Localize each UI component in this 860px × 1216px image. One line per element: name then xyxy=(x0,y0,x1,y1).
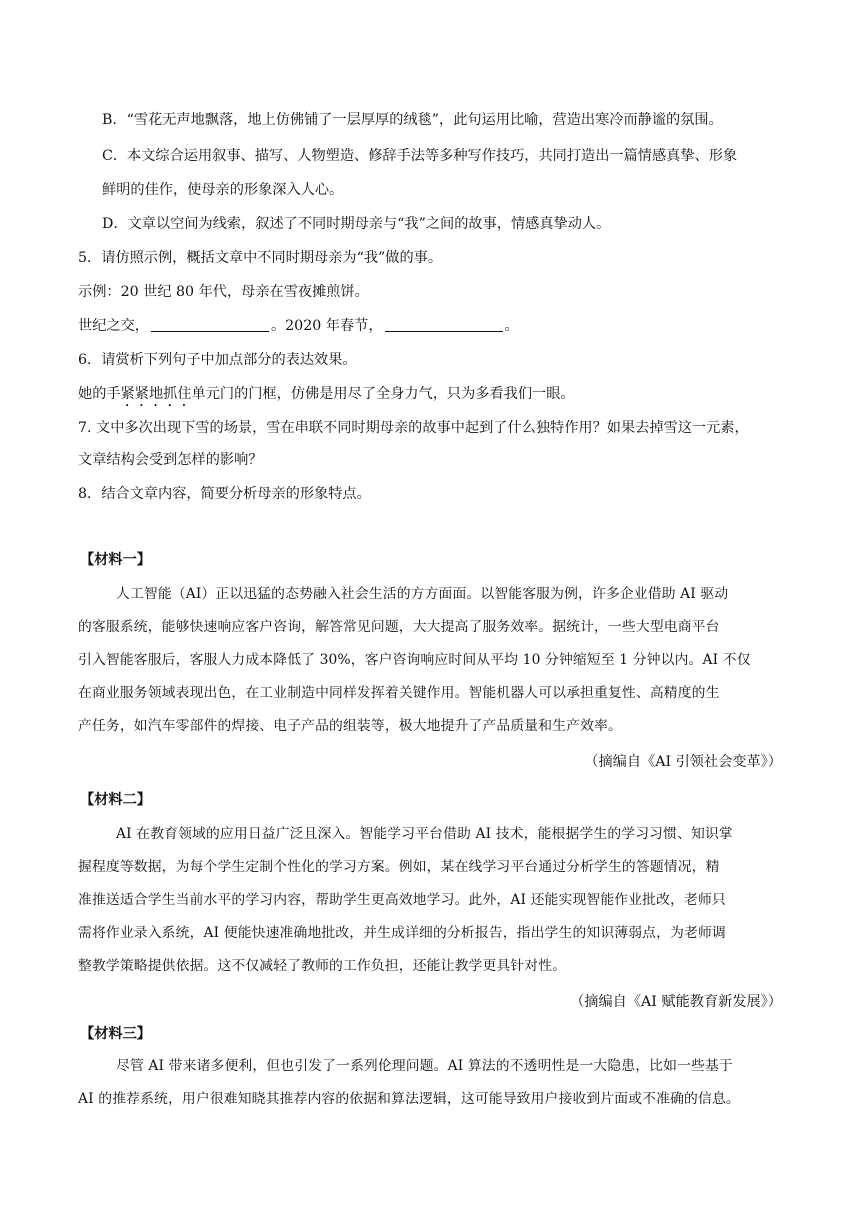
material-2-source: （摘编自《AI 赋能教育新发展》） xyxy=(570,994,782,1010)
answer-blank-1[interactable] xyxy=(151,317,269,332)
material-1-line: 产任务，如汽车零部件的焊接、电子产品的组装等，极大地提升了产品质量和生产效率。 xyxy=(78,718,622,734)
material-1-line: 在商业服务领域表现出色，在工业制造中同样发挥着关键作用。智能机器人可以承担重复性、高精度的生 xyxy=(78,685,720,701)
material-1-line: 引入智能客服后，客服人力成本降低了 30%，客户咨询响应时间从平均 10 分钟缩短至 1 分钟以内。AI 不仅 xyxy=(78,652,751,668)
material-1-title: 【材料一】 xyxy=(80,552,151,568)
material-1-line: 人工智能（AI）正以迅猛的态势融入社会生活的方方面面。以智能客服为例，许多企业借助 AI 驱动 xyxy=(116,586,729,602)
fill-label-b: 。2020 年春节， xyxy=(270,318,383,334)
material-2-title: 【材料二】 xyxy=(80,792,151,808)
sentence-pre: 她的手 xyxy=(78,386,121,402)
material-3-title: 【材料三】 xyxy=(80,1026,151,1042)
option-b: B．“雪花无声地飘落，地上仿佛铺了一层厚厚的绒毯”，此句运用比喻，营造出寒冷而静谧的氛围。 xyxy=(102,112,723,128)
answer-blank-2[interactable] xyxy=(385,317,503,332)
question-5-example: 示例：20 世纪 80 年代，母亲在雪夜摊煎饼。 xyxy=(78,284,369,300)
material-1-source: （摘编自《AI 引领社会变革》） xyxy=(584,754,782,770)
question-7-line-2: 文章结构会受到怎样的影响？ xyxy=(78,452,263,468)
fill-label-end: 。 xyxy=(504,318,519,334)
material-3-line: 尽管 AI 带来诸多便利，但也引发了一系列伦理问题。AI 算法的不透明性是一大隐患，比如一些基于 xyxy=(116,1058,733,1074)
material-2-line: 准推送适合学生当前水平的学习内容，帮助学生更高效地学习。此外，AI 还能实现智能作业批改，老师只 xyxy=(78,892,726,908)
material-2-line: AI 在教育领域的应用日益广泛且深入。智能学习平台借助 AI 技术，能根据学生的学习习惯、知识掌 xyxy=(116,826,733,842)
sentence-dotted-part: 紧紧地抓住 xyxy=(120,386,192,402)
question-5-fill-line xyxy=(78,316,519,336)
question-8: 8．结合文章内容，简要分析母亲的形象特点。 xyxy=(78,486,371,502)
question-6-sentence xyxy=(78,384,575,410)
material-2-line: 整教学策略提供依据。这不仅减轻了教师的工作负担，还能让教学更具针对性。 xyxy=(78,958,567,974)
material-1-line: 的客服系统，能够快速响应客户咨询，解答常见问题，大大提高了服务效率。据统计，一些大型电商平台 xyxy=(78,619,720,635)
question-6: 6．请赏析下列句子中加点部分的表达效果。 xyxy=(78,352,357,368)
question-7-line-1: 7. 文中多次出现下雪的场景，雪在串联不同时期母亲的故事中起到了什么独特作用？如果去掉雪这一元素， xyxy=(78,420,749,436)
option-d: D．文章以空间为线索，叙述了不同时期母亲与“我”之间的故事，情感真挚动人。 xyxy=(102,216,611,232)
question-5: 5．请仿照示例，概括文章中不同时期母亲为“我”做的事。 xyxy=(78,250,443,266)
material-2-line: 需将作业录入系统，AI 便能快速准确地批改，并生成详细的分析报告，指出学生的知识薄弱点，为老师调 xyxy=(78,925,726,941)
material-3-line: AI 的推荐系统，用户很难知晓其推荐内容的依据和算法逻辑，这可能导致用户接收到片面或不准确的信息。 xyxy=(78,1091,740,1107)
fill-label-a: 世纪之交， xyxy=(78,318,149,334)
option-c-line-2: 鲜明的佳作，使母亲的形象深入人心。 xyxy=(102,182,344,198)
option-c-line-1: C．本文综合运用叙事、描写、人物塑造、修辞手法等多种写作技巧，共同打造出一篇情感真挚、形象 xyxy=(102,148,738,164)
material-2-line: 握程度等数据，为每个学生定制个性化的学习方案。例如，某在线学习平台通过分析学生的答题情况，精 xyxy=(78,859,720,875)
sentence-post: 单元门的门框，仿佛是用尽了全身力气，只为多看我们一眼。 xyxy=(191,386,575,402)
